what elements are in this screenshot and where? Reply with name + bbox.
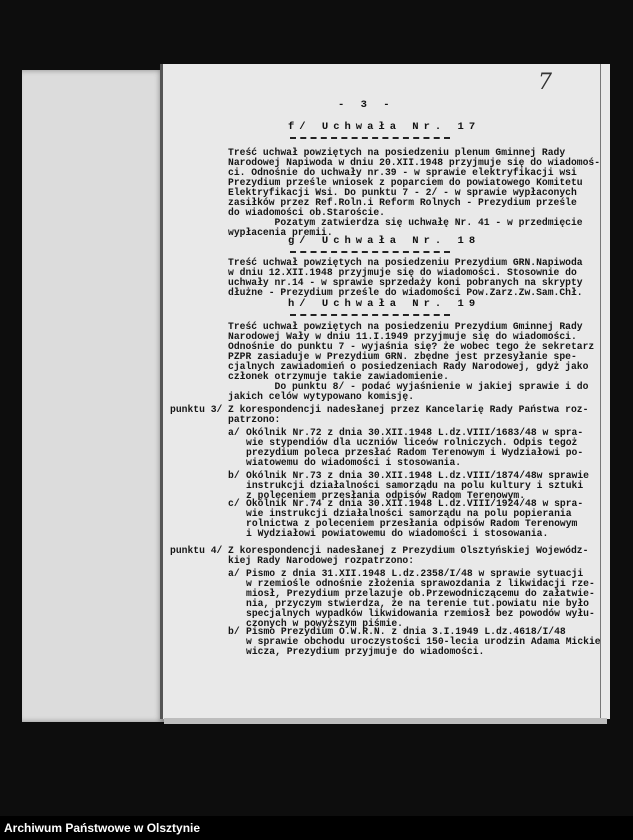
heading-underline [290,314,450,318]
page-fold-line [600,64,601,719]
paragraph-line: w dniu 12.XII.1948 przyjmuje się do wiadomości. Stosownie do [228,267,577,278]
item-line: Okólnik Nr.73 z dnia 30.XII.1948 L.dz.VIII/1874/48w sprawie [246,470,589,481]
item-line: z poleceniem przesłania odpisów Radom Terenowym. [246,490,526,501]
section-heading: g/ Uchwała Nr. 18 [288,235,481,247]
item-line: nia, przyczym stwierdza, że na terenie tut.powiatu nie było [246,598,589,609]
point-intro-line: Z korespondencji nadesłanej przez Kancelarię Rady Państwa roz- [228,404,589,415]
paragraph-line: członek otrzymuje takie zawiadomienie. [228,371,449,382]
paragraph-line: Treść uchwał powziętych na posiedzeniu plenum Gminnej Rady [228,147,566,158]
item-marker: c/ [228,498,240,509]
item-line: specjalnych wypadków likwidowania rzemiosł bez powodów wyłu- [246,608,595,619]
paragraph-line: Odnośnie do punktu 7 - wyjaśnia się? że wobec tego że sekretarz [228,341,595,352]
item-line: instrukcji działalności samorządu na polu kultury i sztuki [246,480,584,491]
item-marker: a/ [228,427,240,438]
paragraph-line: wypłacenia premii. [228,227,333,238]
paragraph-line: Treść uchwał powziętych na posiedzeniu Prezydium GRN.Napiwoda [228,257,583,268]
paragraph-line: Elektryfikacji Wsi. Do punktu 7 - 2/ - w sprawie wypłaconych [228,187,577,198]
heading-underline [290,251,450,255]
point-intro-line: patrzono: [228,414,281,425]
item-line: Pismo z dnia 31.XII.1948 L.dz.2358/I/48 w sprawie sytuacji [246,568,584,579]
point-intro-line: Z korespondencji nadesłanej z Prezydium Olsztyńskiej Wojewódz- [228,545,589,556]
item-line: prezydium poleca przesłać Radom Terenowym i Wydziałowi po- [246,447,584,458]
paragraph-line: Narodowej Wały w dniu 11.I.1949 przyjmuje się do wiadomości. [228,331,577,342]
paragraph-line: zasiłków przez Ref.Roln.i Reform Rolnych - Prezydium prześle [228,197,577,208]
item-line: czonych w powyższym piśmie. [246,618,403,629]
paragraph-line: PZPR zasiaduje w Prezydium GRN. zbędne jest przesyłanie spe- [228,351,577,362]
item-line: w sprawie obchodu uroczystości 150-lecia urodzin Adama Mickie [246,636,601,647]
item-line: w rzemiośle odnośnie złożenia sprawozdania z likwidacji rze- [246,578,595,589]
item-line: Okólnik Nr.72 z dnia 30.XII.1948 L.dz.VIII/1683/48 w spra- [246,427,584,438]
item-line: wie instrukcji działalności samorządu na polu popierania [246,508,572,519]
heading-underline [290,137,450,141]
handwritten-page-number: 7 [538,70,552,95]
paragraph-line: Narodowej Napiwoda w dniu 20.XII.1948 przyjmuje się do wiadomoś- [228,157,601,168]
item-line: miosł, Prezydium przelazuje ob.Przewodniczącemu do załatwie- [246,588,595,599]
section-heading: f/ Uchwała Nr. 17 [288,121,481,133]
paragraph-line: Prezydium prześle wniosek z poparciem do powiatowego Komitetu [228,177,583,188]
item-line: Pismo Prezydium O.W.R.N. z dnia 3.I.1949 L.dz.4618/I/48 [246,626,566,637]
paragraph-line: uchwały nr.14 - w sprawie sprzedaży koni pobranych na skrypty [228,277,583,288]
point-label: punktu 4/ [170,545,223,556]
item-line: i Wydziałowi powiatowemu do wiadomości i stosowania. [246,528,549,539]
paragraph-line: cjalnych zawiadomień o posiedzeniach Rady Narodowej, gdyż jako [228,361,589,372]
paragraph-line: jakich celów wytypowano komisję. [228,391,415,402]
paragraph-line: Treść uchwał powziętych na posiedzeniu Prezydium Gminnej Rady [228,321,583,332]
left-page [22,70,164,722]
page-number: - 3 - [338,99,395,111]
item-line: wiatowemu do wiadomości i stosowania. [246,457,462,468]
point-intro-line: kiej Rady Narodowej rozpatrzono: [228,555,415,566]
paragraph-line: do wiadomości ob.Staroście. [228,207,385,218]
page-edge [164,718,607,724]
item-marker: a/ [228,568,240,579]
item-line: wicza, Prezydium przyjmuje do wiadomości. [246,646,485,657]
item-line: Okólnik Nr.74 z dnia 30.XII.1948 L.dz.VIII/1924/48 w spra- [246,498,584,509]
item-marker: b/ [228,470,240,481]
item-line: rolnictwa z poleceniem przesłania odpisów Radom Terenowym [246,518,578,529]
section-heading: h/ Uchwała Nr. 19 [288,298,481,310]
item-line: wie stypendiów dla uczniów liceów rolniczych. Odpis tegoż [246,437,578,448]
archive-footer: Archiwum Państwowe w Olsztynie [0,816,633,840]
paragraph-line: Do punktu 8/ - podać wyjaśnienie w jakiej sprawie i do [228,381,589,392]
item-marker: b/ [228,626,240,637]
paragraph-line: Pozatym zatwierdza się uchwałę Nr. 41 - w przedmięcie [228,217,583,228]
point-label: punktu 3/ [170,404,223,415]
paragraph-line: dłużne - Prezydium prześle do wiadomości Pow.Zarz.Zw.Sam.Chł. [228,287,583,298]
paragraph-line: ci. Odnośnie do uchwały nr.39 - w sprawie elektryfikacji wsi [228,167,577,178]
